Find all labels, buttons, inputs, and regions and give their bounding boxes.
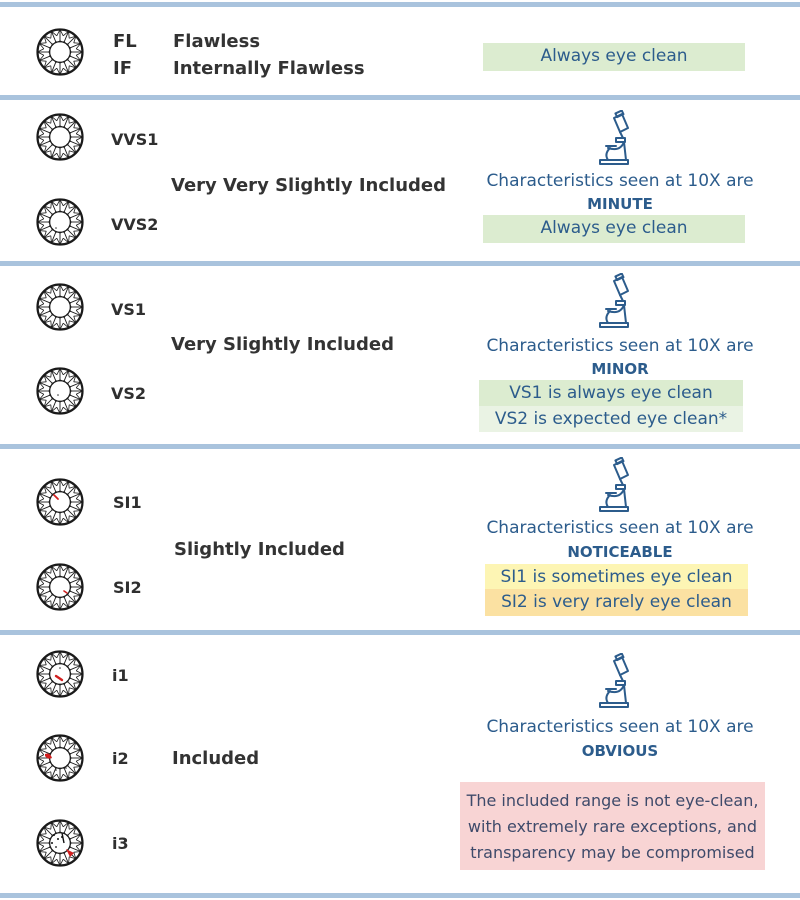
characteristics-line: Characteristics seen at 10X are [486, 336, 754, 356]
section-divider [0, 2, 800, 7]
section-divider [0, 630, 800, 635]
level-noticeable: NOTICEABLE [567, 543, 673, 561]
grade-i2: i2 [112, 749, 129, 768]
level-minute: MINUTE [587, 195, 653, 213]
section-divider [0, 444, 800, 449]
diamond-icon [36, 113, 84, 161]
microscope-icon [594, 273, 634, 329]
characteristics-line: Characteristics seen at 10X are [486, 171, 754, 191]
vs2-eye-clean-box: VS2 is expected eye clean* [479, 406, 743, 432]
section-divider [0, 261, 800, 266]
level-obvious: OBVIOUS [581, 742, 659, 760]
level-minor: MINOR [591, 360, 649, 378]
description-included: Included [172, 748, 260, 769]
diamond-icon [36, 198, 84, 246]
grade-i1: i1 [112, 666, 129, 685]
microscope-icon [594, 110, 634, 166]
grade-vs2: VS2 [111, 384, 147, 403]
diamond-icon [36, 283, 84, 331]
grade-vs1: VS1 [111, 300, 147, 319]
included-note-line: with extremely rare exceptions, and [467, 817, 758, 836]
description-flawless: Flawless [173, 31, 261, 52]
included-note-line: The included range is not eye-clean, [466, 791, 759, 810]
diamond-icon [36, 478, 84, 526]
si1-eye-clean-box: SI1 is sometimes eye clean [485, 564, 748, 589]
included-note-line: transparency may be compromised [470, 843, 755, 862]
diamond-icon [36, 734, 84, 782]
grade-si2: SI2 [113, 578, 142, 597]
description-vvs: Very Very Slightly Included [171, 175, 446, 196]
grade-si1: SI1 [113, 493, 142, 512]
grade-vvs1: VVS1 [111, 130, 159, 149]
description-si: Slightly Included [174, 539, 345, 560]
grade-i3: i3 [112, 834, 129, 853]
grade-fl: FL [113, 31, 137, 52]
diamond-icon [36, 28, 84, 76]
characteristics-line: Characteristics seen at 10X are [486, 717, 754, 737]
eye-clean-box: Always eye clean [483, 215, 745, 243]
diamond-icon [36, 819, 84, 867]
description-internally-flawless: Internally Flawless [173, 58, 365, 79]
microscope-icon [594, 653, 634, 709]
characteristics-line: Characteristics seen at 10X are [486, 518, 754, 538]
section-divider [0, 893, 800, 898]
included-note-box [460, 782, 765, 870]
eye-clean-box: Always eye clean [483, 43, 745, 71]
diamond-icon [36, 367, 84, 415]
diamond-icon [36, 650, 84, 698]
section-divider [0, 95, 800, 100]
diamond-icon [36, 563, 84, 611]
grade-vvs2: VVS2 [111, 215, 159, 234]
description-vs: Very Slightly Included [171, 334, 394, 355]
grade-if: IF [113, 58, 132, 79]
vs1-eye-clean-box: VS1 is always eye clean [479, 380, 743, 406]
microscope-icon [594, 457, 634, 513]
si2-eye-clean-box: SI2 is very rarely eye clean [485, 589, 748, 616]
